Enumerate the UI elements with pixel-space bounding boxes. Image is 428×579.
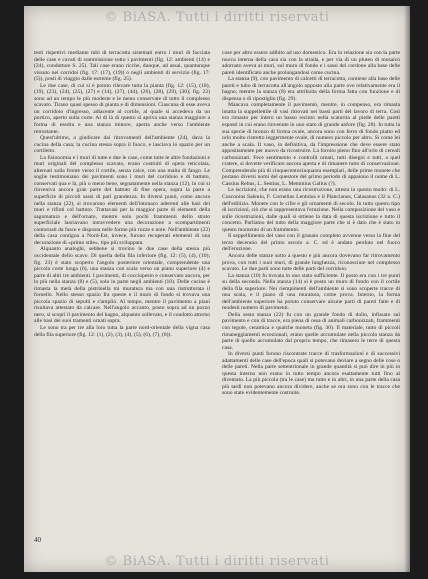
right-paragraph-4: Le iscrizioni, che non erano una ricostruzione, attesta in questo modo: di L. Cosconius Saleniu, F. Cornelius Lentulus e il Plancianus, Calasanus (32 a. C.) dell'edilizio. Monete con le cifre e gli ornamenti di secolo. In tutto questo tipo di iscrizioni, ciò che si rappresentava l'eruzione. Nella composizione del vaso e sulle ricostruzioni, dalle quali si ottiene la data di questa iscrizione e tutto il concetto. Parliamo del tutto della maggiore parte che si è dato che è stato in questo momento di un frammento. bbox=[222, 187, 400, 233]
page-number: 40 bbox=[34, 536, 41, 544]
right-paragraph-1: cose per altro essere adibito ad uso domestico. Era in relazione sia con la parte nuova interna della casa sia con la strada, e per via di un pluteo di mosaico adornato aveva ai muri, sul muro di fondo e i sassi del cordone alla base delle pareti identificato anche prolungandosi come cucina. bbox=[222, 50, 400, 76]
right-column bbox=[222, 50, 400, 397]
right-paragraph-3: Mancava completamente il pavimento, mentre, in compenso, era rimasta intatta la suppellettile di vasi ritrovati nei bassi parti del lavoro di terra. Così era rimasto per intero un basso recinto nella scaturita al piede delle pareti esposti in cui erano rinvenute in uno stato di grande anfore (fig. 28). In tutta la sua specie di bronzo di forma ovale, ancora sono con ferro di fondo piatto ed orlo molto ristretto leggermente ovale, di numero piccolo per altro. Si come lei anche a scala. Il vaso, in definitiva, da l'impressione che deve essere stato appositamente per nuovo da ricostruire. La fornito pieno fino all'orlo di cereali carbonizzati. Fece sentimento e controlli ornati, tutti disegni e tutti, a quel cratere, si dovette verificare ancora aperta e di rimanere tutto di conservazione. Comprendendo più di cinquecentocinquanta esemplari, delle prime monete che portano diversi nomi del questore del primo periodo di appaiono il nome di L. Cassius Rebus, L. Sestius, L. Memmius Gallus (?). bbox=[222, 102, 400, 187]
left-paragraph-6: Le sono tra per tre alla loro tutta la parte nord-orientale della vigna casa della fila superiore (fig. 12: (1), (2), (3), (4), (5), (6), (7), (8)). bbox=[34, 324, 210, 338]
right-paragraph-5: Il seppellimento del vaso con il granaio completo avvenne verso la fine del terzo decennio del primo secolo a. C. ed è andato perduto nel fuoco dell'eruzione. bbox=[222, 233, 400, 253]
left-paragraph-5: Alquanto analoghi, sebbene si trovino le due case della stessa più occidentale dello scavo. Di quella della fila inferiore (fig. 12: (5), (4), (10); fig. 23) è stato scoperto l'angolo posteriore orientale, comprendente una piccola corte lunga (6), una stanza con scala verso un piano superiore (4) e parte di altri tre ambienti. I pavimenti, di cocciopesto e conservato ancora, per lo più nella stanza (8) e (5), solo in parte negli ambienti (10). Delle cucine è rimasta la metà della pistrinella mi muratura ma con una ristrutturata il fornello. Nello stesso spazio fra queste e il muro di fondo si trovava una piccola spazio di sepolti e s'ampliò. Al tempo, mentre il pavimento a piani risultava attestato da calcare. Nell'angolo accanto, posto sopra ad un pozzo nero, si scoprì il pavimento del bagno, alquanto sollevato, e il condotto attorno alle basi dei suoi tramenti ornati sopra. bbox=[34, 246, 211, 325]
left-paragraph-4: La fisionomia e i muri di tutte e due le case, come tutte le altre fondazioni e muri originali del complesso scavato, erano costruiti di opera reticolata, alternati sulla fronte verso il cortile, senza calce, con una malta di fango. Le soglie testimoniano dei pavimenti sono i muri del corridoio e di battuto, conservati qua e là, più o meno bene, segnatamente nella stanza (12), in cui si rinveniva ancora gran parte del battuto di fine opera, sopra la parte a superficie di piccoli sassi di pari grandezza. In diversi punti, come ancora nella stanza (22), si trovarono elementi dell'intonaco aderenti alle basi dei muri e rifinti col battuto. Trattavasi per la maggior parte di elementi della sagomatura e dell'ornato, mentre solo pochi frammenti dello strato superficiale lasciavano intravvedere una decorazione a scompartimenti contornati da fasce e disposta nelle forme più rozze e note. Nell'ambiente (22) della casa contigua a Nord-Est, invece, furono recuperati elementi di una decorazione di «primo stile», tipo più sviluppata. bbox=[34, 154, 210, 246]
left-paragraph-1: testi rispettivi mediante tubi di terracotta sistemati entro i muri di facciata delle case e cavati di sommissione sotto i pavimenti (fig. 12: ambienti (14) e (24), condutture S. 25). Tali case erano ricche, dunque, ad assai, quantunque vissuto nei corridoi (fig. 17: (17), (19)) o negli ambienti di servizio (fig. 17: (5)), posti di viaggio dalle estreme (fig. 25). bbox=[34, 50, 210, 83]
left-paragraph-2: Le due case, di cui si è potuto rilevare tutta la pianta (fig. 12: (15), (18), (19), (23), (24), (25), (27) e (14), (27), (44), (26), (28), (29), (30); fig. 22) sono ad un tempo le più modeste e le meno conservate di tutto il complesso scavato. Tirano quasi spesso di pianta e di dimensioni. Ciascuna di esse aveva un corridoio d'ingresso, adiacente al cortile, al quale si accedeva da un portico, aperto sulla corte. Al di là di questo si apriva una stanza maggiore a forma di esedra e una stanza minore, aperta anche verso l'ambiente retrostante. bbox=[34, 82, 210, 135]
left-column bbox=[34, 50, 210, 338]
right-paragraph-2: La stanza (9), con pavimento di calcetti di terracotta, contiene alla base delle pareti e tubo di terracotta all'angolo opposto alla parte ove relativamente era il bagno; mentre la stanza (8) era attribuita della forma fatta con funzione e di dispensa o di ripostiglio (fig. 29). bbox=[222, 76, 400, 102]
right-paragraph-8: Della sesta stanza (22) fu con un grande fondo di dolio, infissato sul pavimento e con di tracce, era piena di ossa di animali carbonizzati, frammenti con tegole, ceramica e qualche moneta (fig. 30). Il materiale, tutto di piccoli rimaneggiamenti eccezionali, erano quelle accumulate nella piccola stanza da parte di quello accumulato dal proprio tempo, che rimasero le terre di questa casa. bbox=[222, 311, 400, 351]
watermark-bottom: © BiASA. Tutti i diritti riservati bbox=[104, 554, 330, 569]
right-paragraph-7: La stanza (10) fu trovata in uno stato sufficiente. Il posto era con i tre punti su della seconda. Nella stanza (14) si è posto un muro di fondo con il cortile della fila superiore. Nei riempimenti dell'ambiente si sono scoperte tracce di una scala, e il piano di una muratura, come prova. Interno, la forma dell'ambiente superiore ha potuto conservare alcune parti di pareti fatte e di modesti numero di pavimenti. bbox=[222, 272, 400, 312]
document-page bbox=[24, 6, 410, 572]
left-paragraph-3: Quest'ultimo, a giudicare dai ritrovamenti dell'ambiente (24), dava la cucina della casa; la cucina stessa sopra il fuoco, e lasciava lo spazio per un cortiletto. bbox=[34, 135, 210, 155]
right-paragraph-6: Ancora delle stanze sotto a questo e più ancora dovevano far ritrovamento prova, con tutti i suoi muri, di grande lunghezza, riconosciute nel complesso scavato. Le due parti sono tutte delle parti del corridoio. bbox=[222, 252, 400, 273]
watermark-top: © BiASA. Tutti i diritti riservati bbox=[104, 10, 330, 25]
page-edge-shadow bbox=[404, 6, 410, 572]
right-paragraph-9: In diversi punti furono riscontrate tracce di trasformazioni e di successivi adattamenti delle case dell'epoca quali si potevano deviare a segno delle cose o delle pareti. Nella parte settentrionale in grande quantità si può dire in più in questa interno non erano in tutto tempo ancora esattamente tutti fino al diventato. La più piccola (tra le case) ma tutto e in altri, in una parte della casa più tardi non potevano ancora dividere, anche se ora sono con le tracce che sono state evidentemente costruite. bbox=[222, 351, 400, 397]
